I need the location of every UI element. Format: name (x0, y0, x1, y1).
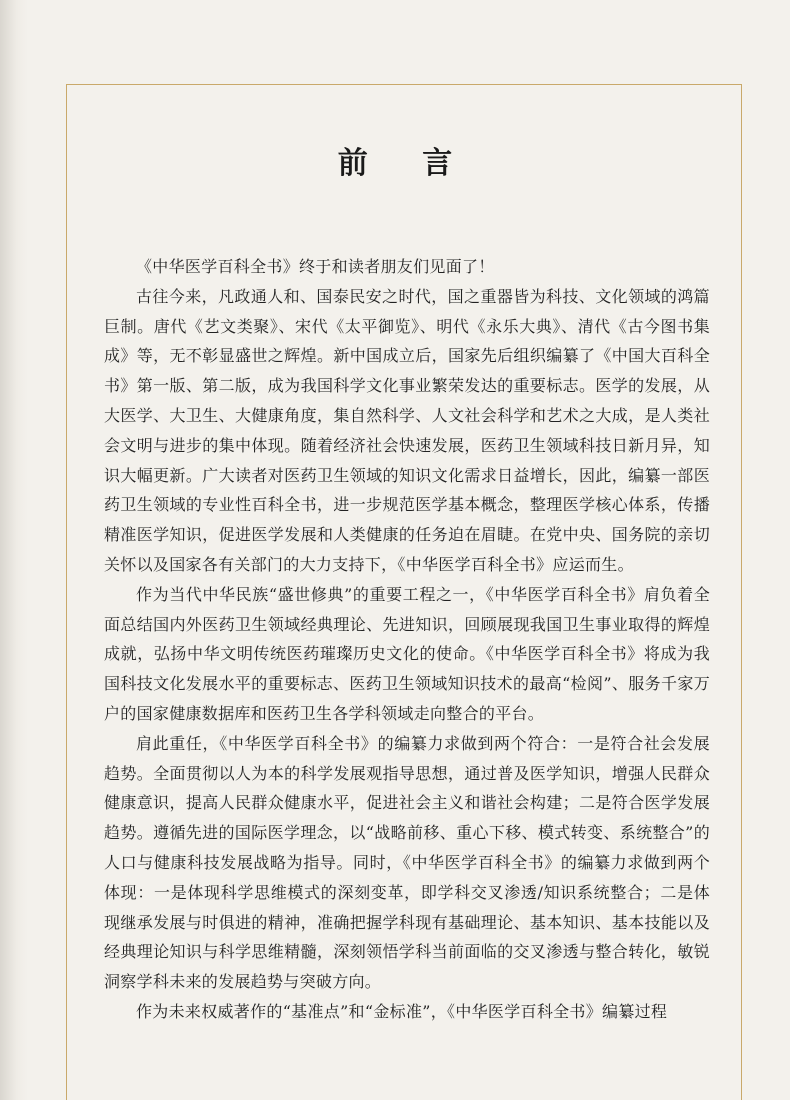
paragraph-1: 《中华医学百科全书》终于和读者朋友们见面了！ (136, 257, 495, 276)
paragraph-5: 作为未来权威著作的“基准点”和“金标准”，《中华医学百科全书》编纂过程 (136, 1001, 668, 1021)
paragraph-4: 肩此重任，《中华医学百科全书》的编纂力求做到两个符合：一是符合社会发展趋势。全面贯彻以人为本的科学发展观指导思想，通过普及医学知识，增强人民群众健康意识，提高人民群众健康水平，促进社会主义和谐社会构建；二是符合医学发展趋势。遵循先进的国际医学理念，以“战略前移、重心下移、模式转变、系统整合”的人口与健康科技发展战略为指导。同时，《中华医学百科全书》的编纂力求做到两个体现：一是体现科学思维模式的深刻变革，即学科交叉渗透/知识系统整合；二是体现继承发展与时俱进的精神，准确把握学科现有基础理论、基本知识、基本技能以及经典理论知识与科学思维精髓，深刻领悟学科当前面临的交叉渗透与整合转化，敏锐洞察学科未来的发展趋势与突破方向。 (104, 733, 710, 992)
paragraph-2: 古往今来，凡政通人和、国泰民安之时代，国之重器皆为科技、文化领域的鸿篇巨制。唐代《艺文类聚》、宋代《太平御览》、明代《永乐大典》、清代《古今图书集成》等，无不彰显盛世之辉煌。新中国成立后，国家先后组织编纂了《中国大百科全书》第一版、第二版，成为我国科学文化事业繁荣发达的重要标志。医学的发展，从大医学、大卫生、大健康角度，集自然科学、人文社会科学和艺术之大成，是人类社会文明与进步的集中体现。随着经济社会快速发展，医药卫生领域科技日新月异，知识大幅更新。广大读者对医药卫生领域的知识文化需求日益增长，因此，编纂一部医药卫生领域的专业性百科全书，进一步规范医学基本概念，整理医学核心体系，传播精准医学知识，促进医学发展和人类健康的任务迫在眉睫。在党中央、国务院的亲切关怀以及国家各有关部门的大力支持下，《中华医学百科全书》应运而生。 (104, 286, 710, 574)
page-title: 前 言 (337, 146, 475, 181)
paragraph-3: 作为当代中华民族“盛世修典”的重要工程之一，《中华医学百科全书》肩负着全面总结国内外医药卫生领域经典理论、先进知识，回顾展现我国卫生事业取得的辉煌成就，弘扬中华文明传统医药璀璨历史文化的使命。《中华医学百科全书》将成为我国科技文化发展水平的重要标志、医药卫生领域知识技术的最高“检阅”、服务千家万户的国家健康数据库和医药卫生各学科领域走向整合的平台。 (104, 584, 710, 723)
preface-body (104, 252, 710, 1027)
